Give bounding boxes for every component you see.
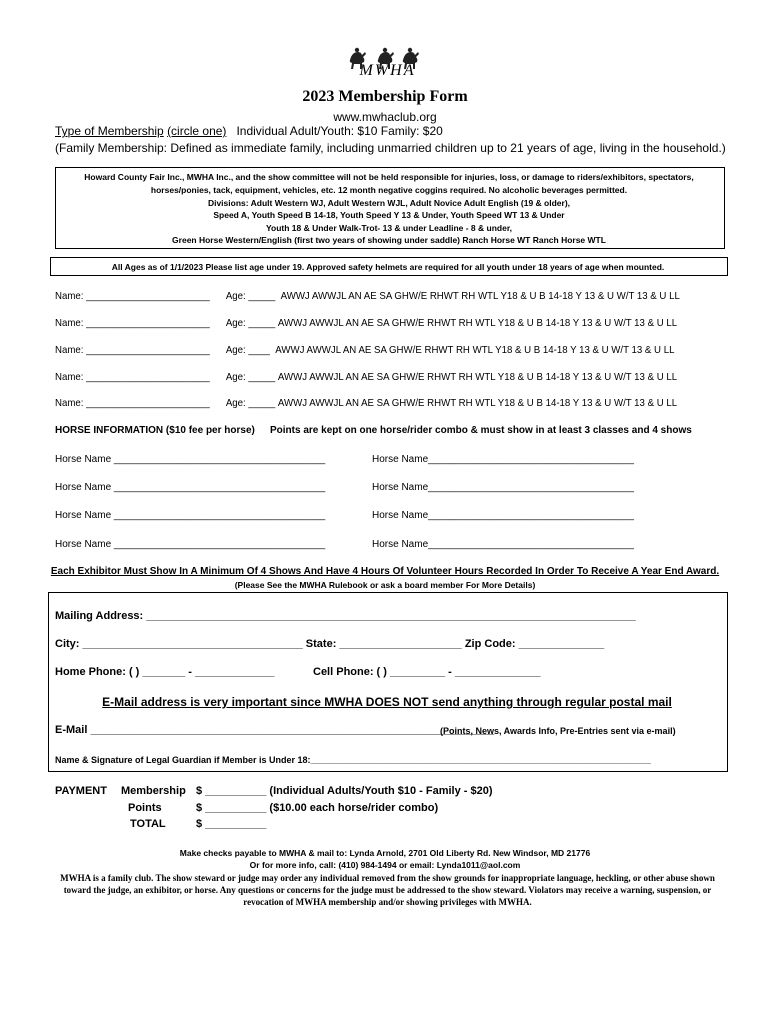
rider-row[interactable] [55, 344, 674, 356]
rider-divisions[interactable]: AWWJ AWWJL AN AE SA GHW/E RHWT RH WTL Y18 & U B 14-18 Y 13 & U W/T 13 & U LL [280, 290, 680, 302]
email-field[interactable]: E-Mail __________________________________________________________________ [55, 724, 495, 736]
family-note: (Family Membership: Defined as immediate family, including unmarried children up to 21 years of age, living in the household.) [55, 141, 726, 155]
membership-type-label: Type of Membership [55, 124, 164, 138]
rider-age-field[interactable]: Age: _____ [225, 290, 276, 302]
horse-name-field[interactable]: Horse Name_____________________________________ [372, 510, 634, 521]
home-phone-field[interactable]: Home Phone: ( ) _______ - _____________ [55, 666, 275, 678]
horse-name-field[interactable]: Horse Name ______________________________________ [55, 482, 326, 493]
rider-age-field[interactable]: Age: _____ [225, 397, 276, 409]
rider-row[interactable] [55, 371, 677, 383]
rider-row[interactable] [55, 290, 680, 302]
rider-name-field[interactable]: Name: _______________________ [55, 317, 210, 329]
horse-name-field[interactable]: Horse Name_____________________________________ [372, 482, 634, 493]
rules-line: Speed A, Youth Speed B 14-18, Youth Speed Y 13 & Under, Youth Speed WT 13 & Under [213, 210, 565, 220]
rider-divisions[interactable]: AWWJ AWWJL AN AE SA GHW/E RHWT RH WTL Y18 & U B 14-18 Y 13 & U W/T 13 & U LL [277, 317, 678, 329]
rules-line: Green Horse Western/English (first two years of showing under saddle) Ranch Horse WT Ranch Horse WTL [172, 235, 606, 245]
points-amount-field[interactable]: $ __________ ($10.00 each horse/rider combo) [196, 802, 439, 814]
rider-divisions[interactable]: AWWJ AWWJL AN AE SA GHW/E RHWT RH WTL Y18 & U B 14-18 Y 13 & U W/T 13 & U LL [277, 397, 678, 409]
conduct-policy: MWHA is a family club. The show steward or judge may order any individual removed from the show grounds for inappropriate language, heckling, or other abuse shown toward the judge, an exhibitor, or horse. Any questions or concerns for the judge must be addressed to the show steward. Violators may receive a warning, suspension, or revocation of MWHA membership and/or showing privileges with MWHA. [60, 873, 715, 907]
rider-age-field[interactable]: Age: _____ [225, 317, 276, 329]
rules-line: Divisions: Adult Western WJ, Adult Western WJL, Adult Novice Adult English (19 & older), [207, 198, 571, 208]
membership-type-hint: (circle one) [167, 124, 227, 138]
rider-age-field[interactable]: Age: _____ [225, 371, 276, 383]
award-requirement: Each Exhibitor Must Show In A Minimum Of 4 Shows And Have 4 Hours Of Volunteer Hours Recorded In Order To Receive A Year End Award. [50, 566, 720, 577]
logo-text: MWHA [359, 62, 416, 79]
city-state-zip-field[interactable]: City: ____________________________________ State: ____________________ Zip Code: ______________ [55, 638, 605, 650]
age-notice: All Ages as of 1/1/2023 Please list age under 19. Approved safety helmets are required for all youth under 18 years of age when mounted. [111, 262, 665, 272]
cell-phone-field[interactable]: Cell Phone: ( ) _________ - ______________ [313, 666, 541, 678]
horse-name-field[interactable]: Horse Name_____________________________________ [372, 539, 634, 550]
rider-divisions[interactable]: AWWJ AWWJL AN AE SA GHW/E RHWT RH WTL Y18 & U B 14-18 Y 13 & U W/T 13 & U LL [277, 371, 678, 383]
rider-name-field[interactable]: Name: _______________________ [55, 397, 210, 409]
rules-line: Youth 18 & Under Walk-Trot- 13 & under Leadline - 8 & under, [265, 223, 513, 233]
rules-line: horses/ponies, tack, equipment, vehicles, etc. 12 month negative coggins required. No alcoholic beverages permitted. [150, 185, 628, 195]
horse-info-note: Points are kept on one horse/rider combo & must show in at least 3 classes and 4 shows [270, 425, 692, 436]
total-label: TOTAL [130, 818, 166, 830]
points-label: Points [128, 802, 162, 814]
mailing-address-field[interactable]: Mailing Address: ________________________________________________________________________________ [55, 610, 636, 622]
horse-name-field[interactable]: Horse Name_____________________________________ [372, 454, 634, 465]
rider-name-field[interactable]: Name: _______________________ [55, 290, 210, 302]
rider-name-field[interactable]: Name: _______________________ [55, 371, 210, 383]
horse-info-heading: HORSE INFORMATION ($10 fee per horse) [55, 425, 255, 436]
contact-info: Or for more info, call: (410) 984-1494 or email: Lynda1011@aol.com [249, 860, 521, 870]
rider-age-field[interactable]: Age: ____ [225, 344, 270, 356]
rider-divisions[interactable]: AWWJ AWWJL AN AE SA GHW/E RHWT RH WTL Y18 & U B 14-18 Y 13 & U W/T 13 & U LL [275, 344, 675, 356]
website: www.mwhaclub.org [333, 110, 437, 124]
horse-name-field[interactable]: Horse Name ______________________________________ [55, 539, 326, 550]
email-note: (Points, News, Awards Info, Pre-Entries sent via e-mail) [440, 726, 676, 736]
award-note: (Please See the MWHA Rulebook or ask a board member For More Details) [234, 580, 536, 590]
form-title: 2023 Membership Form [302, 88, 468, 105]
membership-type-line [55, 124, 443, 138]
email-notice: E-Mail address is very important since MWHA DOES NOT send anything through regular postal mail [102, 695, 672, 709]
rider-row[interactable] [55, 397, 677, 409]
guardian-signature-field[interactable]: Name & Signature of Legal Guardian if Member is Under 18:____________________________________________________________________ [55, 755, 651, 765]
membership-amount-field[interactable]: $ __________ (Individual Adults/Youth $10 - Family - $20) [196, 785, 493, 797]
horse-name-field[interactable]: Horse Name ______________________________________ [55, 510, 326, 521]
total-amount-field[interactable]: $ __________ [196, 818, 267, 830]
rules-line: Howard County Fair Inc., MWHA Inc., and the show committee will not be held responsible for injuries, loss, or damage to riders/exhibitors, spectators, [84, 172, 694, 182]
rider-name-field[interactable]: Name: _______________________ [55, 344, 210, 356]
payment-label: PAYMENT [55, 785, 107, 797]
mail-checks-instructions: Make checks payable to MWHA & mail to: Lynda Arnold, 2701 Old Liberty Rd. New Windsor, MD 21776 [179, 848, 591, 858]
membership-type-options[interactable]: Individual Adult/Youth: $10 Family: $20 [236, 124, 443, 138]
membership-label: Membership [121, 785, 186, 797]
rider-row[interactable] [55, 317, 677, 329]
mwha-logo [340, 42, 435, 87]
horse-name-field[interactable]: Horse Name ______________________________________ [55, 454, 326, 465]
